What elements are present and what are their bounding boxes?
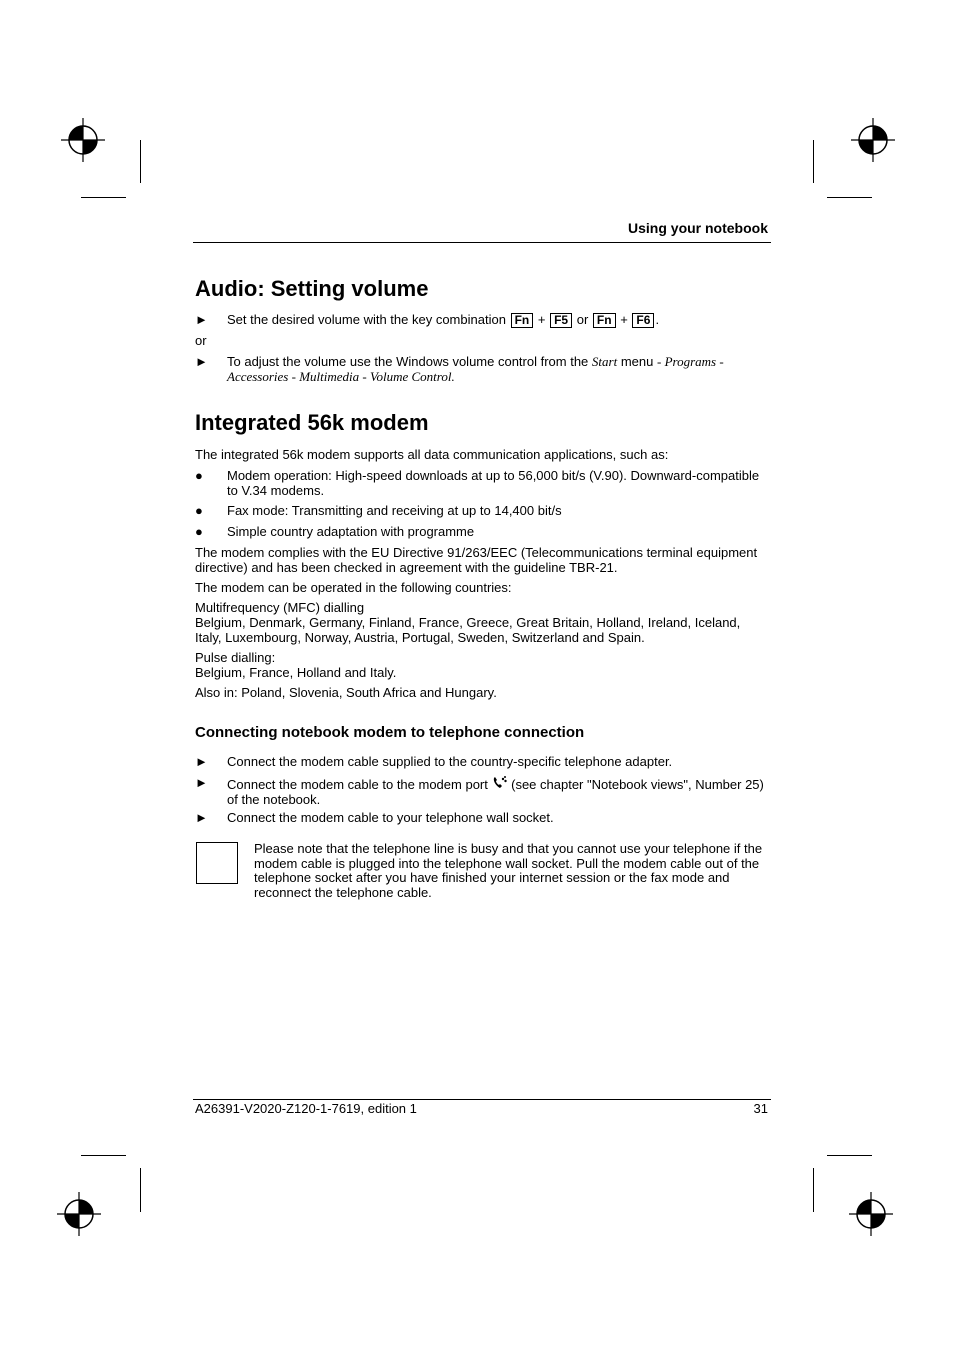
step-text: Set the desired volume with the key combination <box>227 312 506 327</box>
registration-mark-bottom-right <box>849 1192 893 1236</box>
section-heading-modem: Integrated 56k modem <box>195 410 429 435</box>
crop-line <box>140 140 141 183</box>
menu-path: - Programs - Accessories - Multimedia - Volume Control <box>227 354 724 384</box>
step-text: Connect the modem cable to your telephone wall socket. <box>227 810 554 825</box>
or-word: or <box>576 312 589 327</box>
crop-line <box>813 1168 814 1212</box>
crop-line <box>81 197 126 198</box>
modem-intro: The integrated 56k modem supports all data communication applications, such as: <box>195 447 669 462</box>
document-id: A26391-V2020-Z120-1-7619, edition 1 <box>195 1101 417 1116</box>
registration-mark-bottom-left <box>57 1192 101 1236</box>
crop-line <box>827 1155 872 1156</box>
arrow-icon: ► <box>195 354 208 369</box>
key-f6: F6 <box>632 313 654 328</box>
step-text: (see chapter "Notebook views", Number 25) of the notebook. <box>227 777 764 807</box>
bullet-icon: ● <box>195 524 203 539</box>
menu-start: Start <box>591 354 618 369</box>
arrow-icon: ► <box>195 810 208 825</box>
plus-sign: + <box>620 312 628 327</box>
registration-mark-top-right <box>851 118 895 162</box>
step-text: Connect the modem cable supplied to the country-specific telephone adapter. <box>227 754 673 769</box>
running-header: Using your notebook <box>628 220 768 236</box>
subsection-heading-connect: Connecting notebook modem to telephone connection <box>195 724 585 741</box>
bullet-icon: ● <box>195 503 203 518</box>
mfc-title: Multifrequency (MFC) dialling <box>195 600 365 615</box>
directive-paragraph: The modem complies with the EU Directive 91/263/EEC (Telecommunications terminal equipment directive) and has been checked in agreement with the guideline TBR-21. <box>195 545 758 575</box>
bullet-icon: ● <box>195 468 203 483</box>
arrow-icon: ► <box>195 312 208 327</box>
note-text: Please note that the telephone line is busy and that you cannot use your telephone if the modem cable is plugged into the telephone wall socket. Pull the modem cable out of the telephone socket after you have finished your internet session or the fax mode and reconnect the telephone cable. <box>254 841 763 900</box>
pulse-countries: Belgium, France, Holland and Italy. <box>195 665 397 680</box>
header-rule <box>193 242 771 243</box>
countries-intro: The modem can be operated in the following countries: <box>195 580 512 595</box>
bullet-text: Modem operation: High-speed downloads at up to 56,000 bit/s (V.90). Downward-compatible to V.34 modems. <box>227 468 760 498</box>
key-fn: Fn <box>593 313 616 328</box>
section-heading-audio: Audio: Setting volume <box>195 276 429 301</box>
footer-rule <box>193 1099 771 1100</box>
registration-mark-top-left <box>61 118 105 162</box>
crop-line <box>827 197 872 198</box>
crop-line <box>813 140 814 183</box>
crop-line <box>81 1155 126 1156</box>
arrow-icon: ► <box>195 754 208 769</box>
key-f5: F5 <box>550 313 572 328</box>
or-separator: or <box>195 333 207 348</box>
mfc-countries: Belgium, Denmark, Germany, Finland, France, Greece, Great Britain, Holland, Ireland, Iceland, Italy, Luxembourg, Norway, Austria, Portugal, Sweden, Switzerland and Spain. <box>195 615 741 645</box>
step-text: Connect the modem cable to the modem port <box>227 777 488 792</box>
also-countries: Also in: Poland, Slovenia, South Africa and Hungary. <box>195 685 497 700</box>
page-number: 31 <box>753 1101 768 1116</box>
plus-sign: + <box>537 312 546 327</box>
modem-port-icon <box>492 776 508 790</box>
period: . <box>655 312 660 327</box>
note-icon-box <box>196 842 238 884</box>
period: . <box>451 368 455 384</box>
key-fn: Fn <box>511 313 534 328</box>
pulse-title: Pulse dialling: <box>195 650 276 665</box>
bullet-text: Fax mode: Transmitting and receiving at up to 14,400 bit/s <box>227 503 562 518</box>
step-text: To adjust the volume use the Windows volume control from the <box>227 354 589 369</box>
arrow-icon: ► <box>195 775 208 790</box>
bullet-text: Simple country adaptation with programme <box>227 524 475 539</box>
menu-word: menu <box>620 354 654 369</box>
crop-line <box>140 1168 141 1212</box>
